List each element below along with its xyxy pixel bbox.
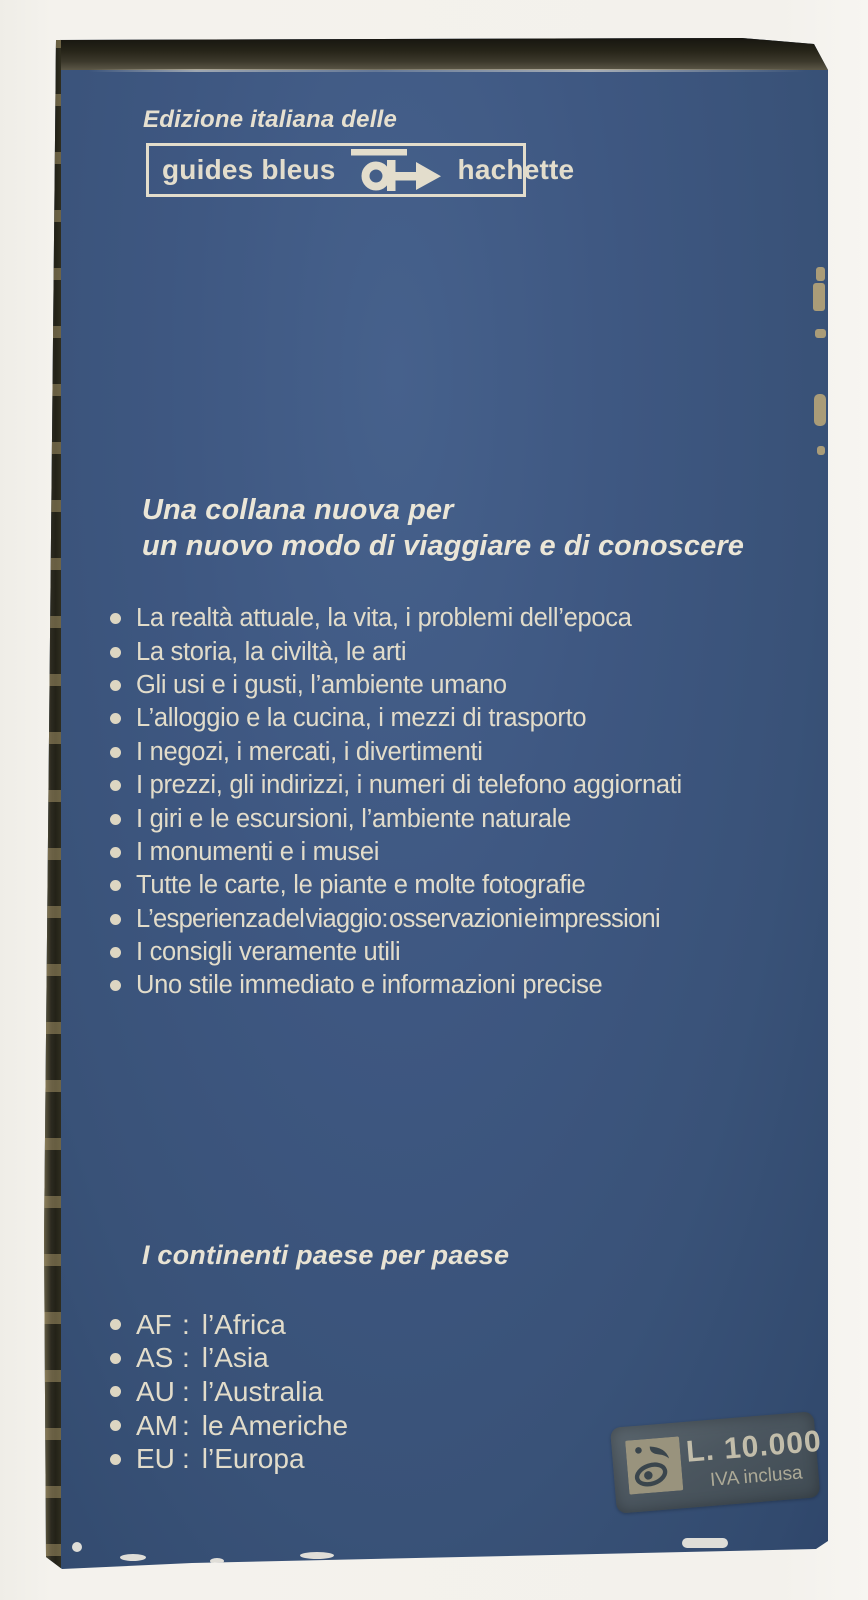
bullet-dot [110, 947, 121, 958]
bullet-dot [110, 747, 121, 758]
bullet-dot [110, 914, 121, 925]
bottom-wear-speck [210, 1558, 224, 1564]
list-item [110, 1375, 348, 1409]
bullet-dot [110, 847, 121, 858]
feature-text: L’alloggio e la cucina, i mezzi di trasporto [136, 704, 587, 733]
list-item [110, 736, 682, 769]
sticker-emblem-icon [625, 1436, 684, 1499]
list-item [110, 802, 682, 835]
continent-code: AU [136, 1375, 175, 1407]
feature-text: La realtà attuale, la vita, i problemi dell’epoca [136, 604, 632, 633]
brand-right-text: hachette [457, 154, 575, 185]
edge-scuff [816, 267, 825, 281]
bullet-dot [110, 1319, 121, 1330]
bullet-dot [110, 680, 121, 691]
list-item [110, 602, 682, 635]
features-list [110, 602, 682, 1003]
bottom-wear-speck [120, 1554, 146, 1561]
list-item [110, 769, 682, 802]
brand-left-text: guides bleus [162, 154, 336, 185]
edge-scuff [817, 446, 825, 455]
code-separator: : [182, 1308, 190, 1340]
list-item [110, 836, 682, 869]
continent-name: l’Australia [201, 1375, 324, 1407]
feature-text: Uno stile immediato e informazioni precise [136, 971, 603, 1000]
feature-text: Gli usi e i gusti, l’ambiente umano [136, 670, 507, 699]
list-item [110, 669, 682, 702]
list-item [110, 635, 682, 668]
list-item [110, 869, 682, 902]
book-spine-edge [42, 36, 61, 1574]
code-separator: : [182, 1409, 190, 1441]
list-item [110, 903, 682, 936]
continent-name: l’Europa [201, 1443, 305, 1475]
bottom-wear-speck [682, 1538, 728, 1548]
edition-label: Edizione italiana delle [143, 106, 397, 133]
continents-list [110, 1308, 348, 1476]
continent-code: AS [136, 1342, 174, 1374]
list-item [110, 1308, 348, 1342]
bullet-dot [110, 1454, 121, 1465]
feature-text: La storia, la civiltà, le arti [136, 637, 407, 666]
list-item [110, 1409, 348, 1443]
feature-text: I negozi, i mercati, i divertimenti [136, 737, 483, 766]
bottom-wear-speck [72, 1542, 82, 1552]
edge-scuff [815, 329, 826, 338]
continent-name: l’Asia [201, 1342, 269, 1374]
code-separator: : [182, 1375, 190, 1407]
bullet-dot [110, 713, 121, 724]
continent-name: l’Africa [201, 1308, 286, 1340]
bullet-dot [110, 880, 121, 891]
continent-name: le Americhe [201, 1409, 349, 1441]
feature-text: I monumenti e i musei [136, 837, 380, 866]
list-item [110, 702, 682, 735]
bullet-dot [110, 613, 121, 624]
brand-logo-box [146, 143, 575, 197]
list-item [110, 969, 682, 1002]
headline-line-2: un nuovo modo di viaggiare e di conoscere [142, 530, 744, 562]
price-text-block [685, 1425, 825, 1494]
continent-code: AM [136, 1409, 178, 1441]
edge-scuff [814, 394, 826, 426]
code-separator: : [182, 1443, 190, 1475]
price-sticker [610, 1411, 823, 1513]
hachette-a-arrow-logo-icon [349, 149, 445, 191]
tax-note: IVA inclusa [709, 1462, 804, 1491]
bullet-dot [110, 814, 121, 825]
bullet-dot [110, 1420, 121, 1431]
price-value: L. 10.000 [684, 1424, 823, 1469]
feature-text: Tutte le carte, le piante e molte fotografie [136, 871, 586, 900]
continent-code: EU [136, 1443, 175, 1475]
list-item [110, 1442, 348, 1476]
continent-code: AF [136, 1308, 172, 1340]
bullet-dot [110, 980, 121, 991]
bullet-dot [110, 1353, 121, 1364]
list-item [110, 936, 682, 969]
series-headline [142, 492, 744, 564]
headline-line-1: Una collana nuova per [142, 494, 454, 526]
book-top-edge [42, 36, 830, 70]
bullet-dot [110, 780, 121, 791]
bottom-wear-speck [300, 1552, 334, 1559]
edge-scuff [813, 283, 825, 311]
feature-text: L’esperienza del viaggio: osservazioni e impressioni [136, 904, 661, 933]
feature-text: I consigli veramente utili [136, 938, 401, 967]
feature-text: I giri e le escursioni, l’ambiente naturale [136, 804, 571, 833]
continents-heading: I continenti paese per paese [142, 1240, 510, 1270]
code-separator: : [182, 1342, 190, 1374]
bullet-dot [110, 1386, 121, 1397]
list-item [110, 1342, 348, 1376]
bullet-dot [110, 647, 121, 658]
feature-text: I prezzi, gli indirizzi, i numeri di telefono aggiornati [136, 771, 682, 800]
